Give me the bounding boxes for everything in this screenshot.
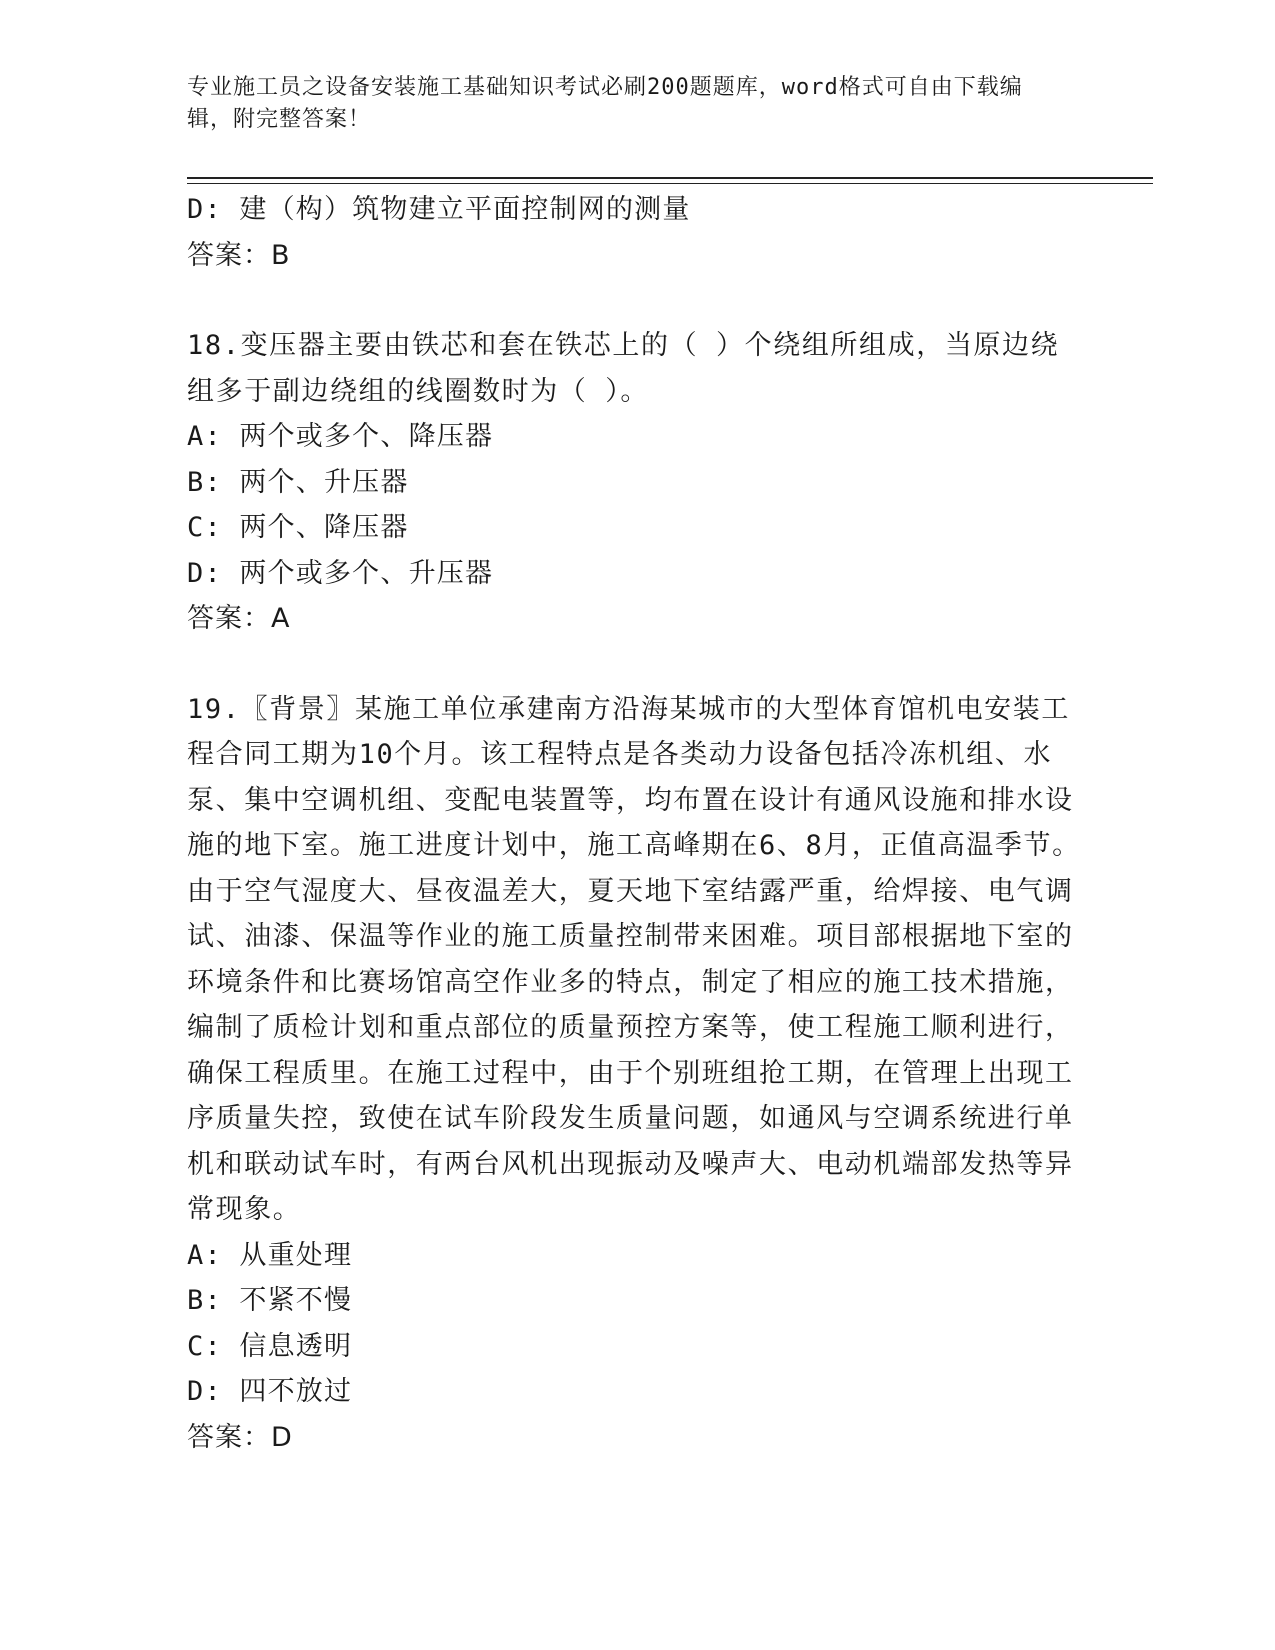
continued-option: D: 建（构）筑物建立平面控制网的测量 <box>187 194 691 225</box>
question-answer: 答案：A <box>187 603 291 634</box>
question-19 <box>187 687 1087 1461</box>
header-divider-thick <box>187 177 1153 179</box>
option-b: B: 两个、升压器 <box>187 466 409 498</box>
option-d: D: 两个或多个、升压器 <box>187 557 494 589</box>
option-c: C: 两个、降压器 <box>187 512 409 543</box>
header-divider-thin <box>187 183 1153 184</box>
spacer <box>187 642 1087 687</box>
continued-answer: 答案：B <box>187 239 291 271</box>
question-answer: 答案：D <box>187 1421 293 1453</box>
spacer <box>187 278 1087 323</box>
question-stem: 19.〖背景〗某施工单位承建南方沿海某城市的大型体育馆机电安装工程合同工期为10个月。该工程特点是各类动力设备包括冷冻机组、水泵、集中空调机组、变配电装置等，均布置在设计有通风设施和排水设施的地下室。施工进度计划中，施工高峰期在6、8月，正值高温季节。由于空气湿度大、昼夜温差大，夏天地下室结露严重，给焊接、电气调试、油漆、保温等作业的施工质量控制带来困难。项目部根据地下室的环境条件和比赛场馆高空作业多的特点，制定了相应的施工技术措施，编制了质检计划和重点部位的质量预控方案等，使工程施工顺利进行，确保工程质里。在施工过程中，由于个别班组抢工期，在管理上出现工序质量失控，致使在试车阶段发生质量问题，如通风与空调系统进行单机和联动试车时，有两台风机出现振动及噪声大、电动机端部发热等异常现象。 <box>187 693 1081 1225</box>
option-d: D: 四不放过 <box>187 1376 353 1407</box>
option-a: A: 从重处理 <box>187 1239 353 1271</box>
option-a: A: 两个或多个、降压器 <box>187 421 494 452</box>
question-18 <box>187 323 1087 642</box>
option-c: C: 信息透明 <box>187 1330 353 1362</box>
question-stem: 18.变压器主要由铁芯和套在铁芯上的（ ）个绕组所组成，当原边绕组多于副边绕组的线圈数时为（ ）。 <box>187 330 1060 407</box>
option-b: B: 不紧不慢 <box>187 1285 353 1316</box>
page-header: 专业施工员之设备安装施工基础知识考试必刷200题题库，word格式可自由下载编辑，附完整答案！ <box>187 75 1023 132</box>
page-content <box>187 187 1087 1460</box>
